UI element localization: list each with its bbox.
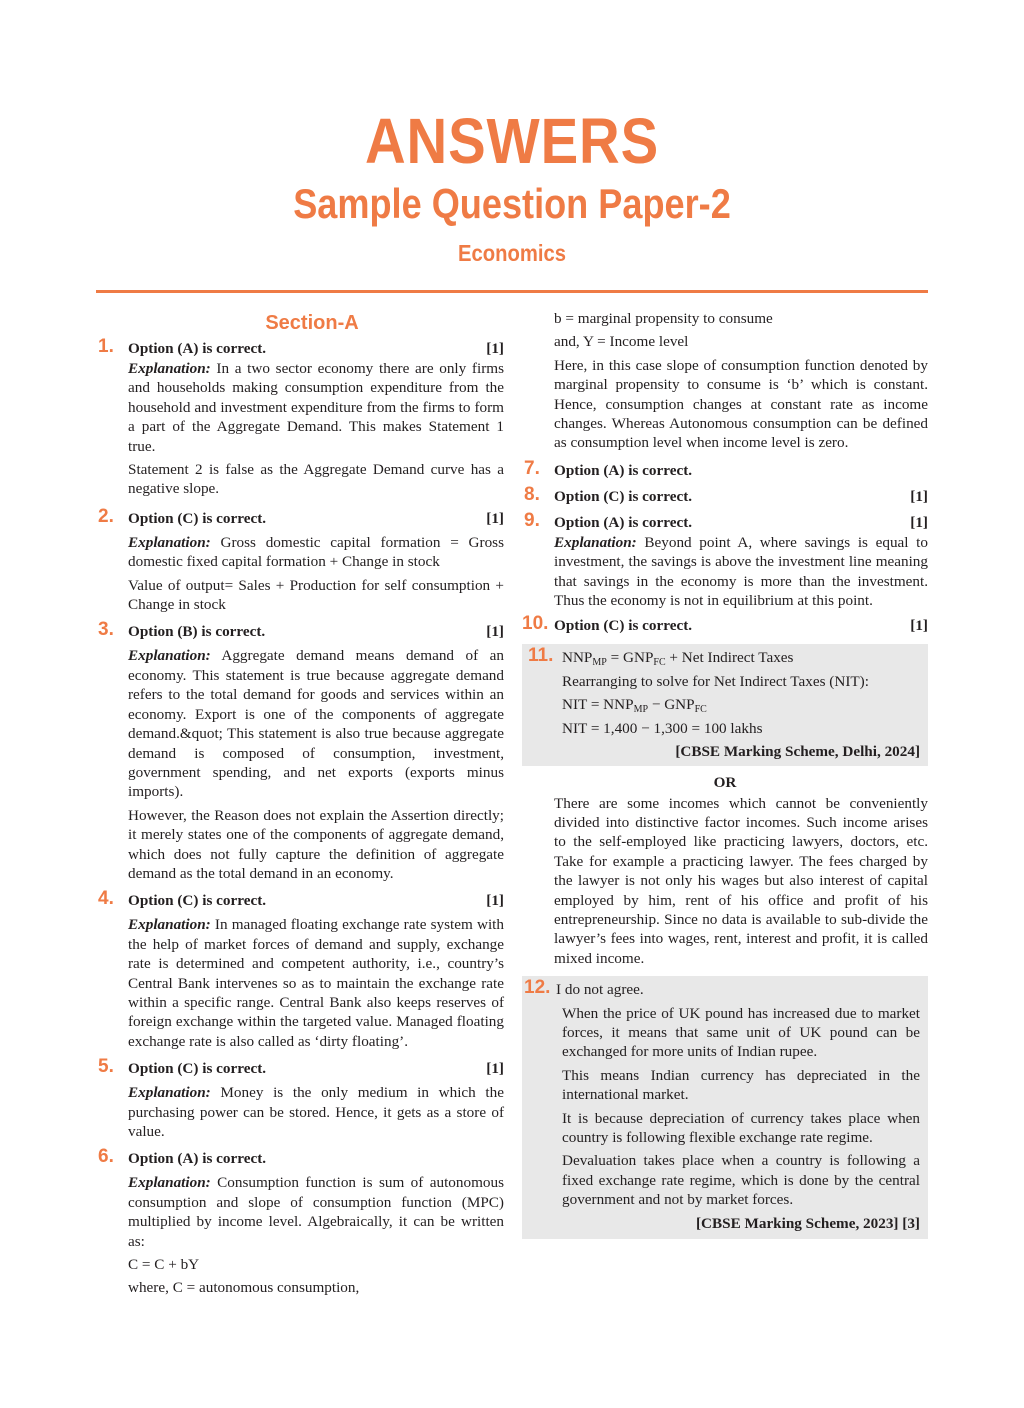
paragraph: Here, in this case slope of consumption function denoted by marginal propensity to consume is ‘b’ which is constant. Hence, consumption changes at constant rate as income changes. Whereas Autonomous consumption can be defined as consumption level when income level is zero. — [554, 356, 928, 452]
explanation: Explanation: Aggregate demand means demand of an economy. This statement is true because aggregate demand refers to the total demand for goods and services within an economy. Export is one of the components of aggregate demand.&quot; This statement is also true because aggregate demand is composed of consumption, investment, government spending, and net exports (exports minus imports). — [128, 647, 504, 801]
answer-8 — [522, 483, 928, 507]
answer-number: 11. — [528, 645, 554, 667]
answer-5 — [96, 1056, 504, 1141]
explanation: Explanation: Gross domestic capital formation = Gross domestic fixed capital formation + Change in stock — [128, 533, 504, 571]
page-title: ANSWERS — [364, 105, 660, 177]
answer-10 — [522, 613, 928, 636]
explanation: Explanation: Consumption function is sum of autonomous consumption and slope of consumption function (MPC) multiplied by income level. Algebraically, it can be written as: — [128, 1174, 504, 1250]
or-separator: OR — [713, 773, 737, 791]
header-divider — [96, 290, 928, 293]
answer-number: 4. — [98, 888, 114, 910]
explanation: Explanation: In a two sector economy there are only firms and households making consumption expenditure from the household and investment expenditure from the firms to form a part of the Aggregate Demand. This makes Statement 1 true. — [128, 360, 504, 455]
paper-title: Sample Question Paper-2 — [293, 180, 731, 227]
paragraph: When the price of UK pound has increased due to market forces, it means that same unit of UK pound can be exchanged for more units of Indian rupee. — [562, 1004, 920, 1061]
marks: [1] — [910, 487, 928, 505]
answer-option: Option (C) is correct. [1] — [554, 487, 928, 505]
answer-9 — [522, 509, 928, 611]
answer-12-box — [522, 976, 928, 1239]
marks: [1] — [910, 617, 928, 635]
answer-7 — [522, 457, 928, 481]
marks: [1] — [486, 1060, 504, 1078]
paragraph: where, C = autonomous consumption, — [128, 1279, 360, 1297]
answer-6-continued — [522, 309, 928, 453]
answer-number: 12. — [524, 977, 551, 999]
marks: [1] — [910, 513, 928, 531]
explanation: Explanation: Money is the only medium in which the purchasing power can be stored. Hence, it gets as a store of value. — [128, 1084, 504, 1140]
marks: [1] — [486, 623, 504, 641]
marks: [1] — [486, 340, 504, 357]
paragraph: It is because depreciation of currency takes place when country is following flexible exchange rate regime. — [562, 1109, 920, 1146]
paragraph: Statement 2 is false as the Aggregate Demand curve has a negative slope. — [128, 461, 504, 498]
equation: $NNP_{MP} = GNP_{FC}$ + Net Indirect Taxes — [562, 649, 794, 669]
paragraph: However, the Reason does not explain the Assertion directly; it merely states one of the components of aggregate demand, which does not fully capture the definition of aggregate demand as the total demand in an economy. — [128, 806, 504, 882]
answer-number: 2. — [98, 505, 114, 527]
paragraph: Devaluation takes place when a country is following a fixed exchange rate regime, which is done by the central government and not by market forces. — [562, 1152, 920, 1209]
source-citation: [CBSE Marking Scheme, Delhi, 2024] — [675, 743, 920, 761]
subject-title: Economics — [458, 240, 566, 266]
paragraph: Rearranging to solve for Net Indirect Taxes (NIT): — [562, 672, 869, 690]
answer-option: Option (A) is correct. [1] — [128, 340, 504, 357]
answer-option: Option (A) is correct. — [128, 1150, 267, 1168]
answer-number: 3. — [98, 619, 114, 641]
answer-4 — [96, 888, 504, 1051]
answer-option: Option (A) is correct. — [554, 461, 693, 479]
answer-number: 8. — [524, 483, 540, 505]
answer-option: Option (B) is correct. [1] — [128, 623, 504, 641]
paragraph: Value of output= Sales + Production for self consumption + Change in stock — [128, 576, 504, 614]
marks: [1] — [486, 509, 504, 527]
answer-number: 1. — [98, 336, 114, 357]
paragraph: and, Y = Income level — [554, 333, 689, 351]
formula: C = C + bY — [128, 1256, 200, 1274]
source-citation: [CBSE Marking Scheme, 2023] [3] — [695, 1214, 920, 1232]
marks: [1] — [486, 892, 504, 910]
explanation: Explanation: In managed floating exchange rate system with the help of market forces of demand and supply, exchange rate is determined and competent authority, i.e., country’s Central Bank intervenes so as to maintain the exchange rate within a specific range. Central Bank also keeps reserves of foreign exchange within the targeted value. Managed floating exchange rate is also called as ‘dirty floating’. — [128, 916, 504, 1050]
section-heading: Section-A — [265, 312, 359, 334]
answer-number: 5. — [98, 1056, 114, 1078]
answer-option: Option (C) is correct. [1] — [554, 617, 928, 635]
answer-number: 10. — [522, 613, 549, 635]
paragraph: I do not agree. — [556, 981, 644, 999]
answer-option: Option (A) is correct. [1] — [554, 513, 928, 531]
answer-number: 9. — [524, 509, 540, 531]
answer-6 — [96, 1146, 504, 1297]
answer-option: Option (C) is correct. [1] — [128, 892, 504, 910]
paragraph: b = marginal propensity to consume — [554, 310, 773, 327]
answer-1 — [96, 336, 504, 499]
answer-option: Option (C) is correct. [1] — [128, 509, 504, 527]
explanation: Explanation: Beyond point A, where savings is equal to investment, the savings is above the investment line meaning that savings in the economy is more than the investment. Thus the economy is not in equilibrium at this point. — [554, 533, 928, 610]
paragraph: This means Indian currency has depreciated in the international market. — [562, 1066, 920, 1104]
left-column — [96, 308, 504, 1304]
answer-11-or — [522, 794, 928, 969]
answer-number: 6. — [98, 1146, 114, 1168]
answer-11-box — [522, 644, 928, 765]
answer-3 — [96, 619, 504, 883]
paragraph: There are some incomes which cannot be conveniently divided into distinctive factor incomes. Such income arises to the self-employed like practicing lawyers, doctors, etc. Take for example a practicing lawyer. The fees charged by the lawyer is not only his wages but also interest of capital employed by him, rent of his office and profit of his entrepreneurship. Since no data is available to sub-divide the lawyer’s fees into wages, rent, interest and profit, it is called mixed income. — [554, 794, 928, 967]
right-column — [522, 309, 928, 1239]
answer-option: Option (C) is correct. [1] — [128, 1060, 504, 1078]
answer-2 — [96, 505, 504, 615]
answer-number: 7. — [524, 457, 540, 479]
equation: NIT = $NNP_{MP} - GNP_{FC}$ — [562, 696, 707, 716]
equation: NIT = 1,400 − 1,300 = 100 lakhs — [562, 719, 763, 737]
